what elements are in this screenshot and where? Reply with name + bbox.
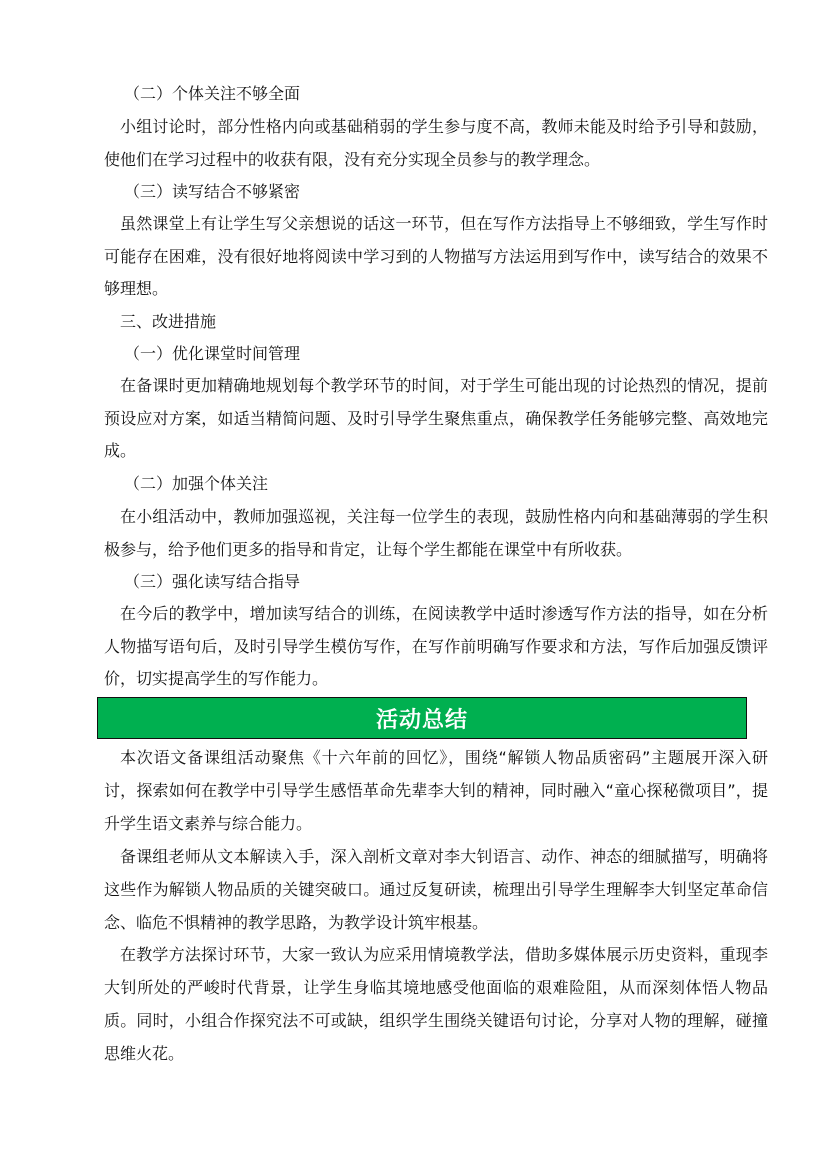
paragraph-reading-writing-guidance: 在今后的教学中，增加读写结合的训练，在阅读教学中适时渗透写作方法的指导，如在分析人物描写语句后，及时引导学生模仿写作，在写作前明确写作要求和方法，写作后加强反馈评价，切实提高学生的写作能力。 (104, 604, 768, 688)
paragraph-individual-attention: 小组讨论时，部分性格内向或基础稍弱的学生参与度不高，教师未能及时给予引导和鼓励，使他们在学习过程中的收获有限，没有充分实现全员参与的教学理念。 (104, 117, 768, 169)
section-title-improvement: 三、改进措施 (120, 312, 217, 331)
summary-paragraph: 备课组老师从文本解读入手，深入剖析文章对李大钊语言、动作、神态的细腻描写，明确将这些作为解锁人物品质的关键突破口。通过反复研读，梳理出引导学生理解李大钊坚定革命信念、临危不惧精神的教学思路，为教学设计筑牢根基。 (104, 847, 768, 932)
paragraph-time-management: 在备课时更加精确地规划每个教学环节的时间，对于学生可能出现的讨论热烈的情况，提前预设应对方案，如适当精简问题、及时引导学生聚焦重点，确保教学任务能够完整、高效地完成。 (104, 376, 768, 460)
subheading-reading-writing: （三）读写结合不够紧密 (124, 182, 301, 201)
subheading-reading-writing-guidance: （三）强化读写结合指导 (124, 572, 301, 591)
summary-paragraph: 在教学方法探讨环节，大家一致认为应采用情境教学法，借助多媒体展示历史资料，重现李大钊所处的严峻时代背景，让学生身临其境地感受他面临的艰难险阻，从而深刻体悟人物品质。同时，小组合作探究法不可或缺，组织学生围绕关键语句讨论，分享对人物的理解，碰撞思维火花。 (104, 945, 768, 1063)
subheading-time-management: （一）优化课堂时间管理 (124, 344, 301, 363)
summary-paragraph: 本次语文备课组活动聚焦《十六年前的回忆》，围绕“解锁人物品质密码”主题展开深入研讨，探索如何在教学中引导学生感悟革命先辈李大钊的精神，同时融入“童心探秘微项目”，提升学生语文素养与综合能力。 (104, 748, 768, 833)
paragraph-reading-writing: 虽然课堂上有让学生写父亲想说的话这一环节，但在写作方法指导上不够细致，学生写作时可能存在困难，没有很好地将阅读中学习到的人物描写方法运用到写作中，读写结合的效果不够理想。 (104, 214, 768, 298)
activity-summary-banner (97, 697, 747, 739)
banner-title: 活动总结 (375, 707, 468, 733)
subheading-strengthen-attention: （二）加强个体关注 (124, 474, 269, 493)
paragraph-strengthen-attention: 在小组活动中，教师加强巡视，关注每一位学生的表现，鼓励性格内向和基础薄弱的学生积极参与，给予他们更多的指导和肯定，让每个学生都能在课堂中有所收获。 (104, 507, 768, 559)
subheading-individual-attention: （二）个体关注不够全面 (124, 84, 301, 103)
